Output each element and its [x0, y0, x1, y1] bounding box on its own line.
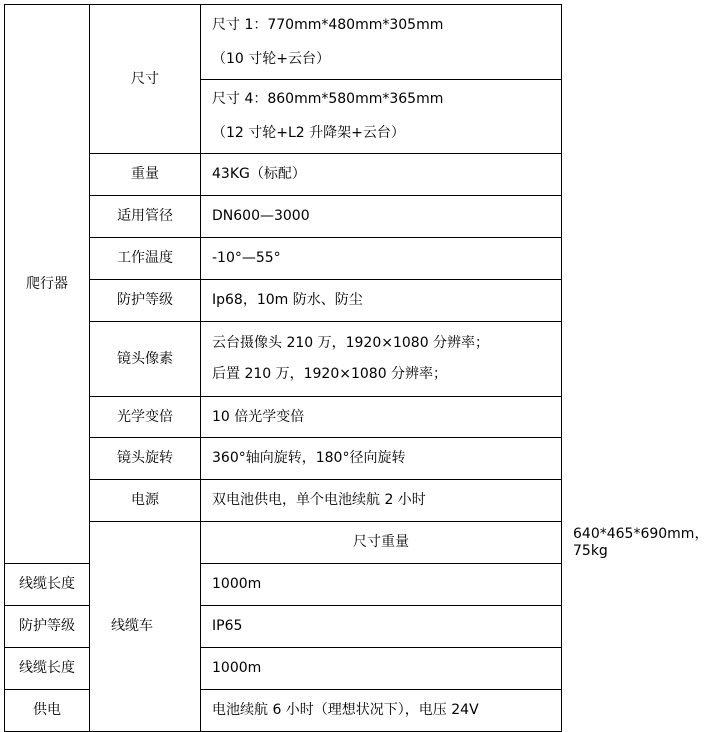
value-line: 尺寸 4：860mm*580mm*365mm [212, 91, 444, 108]
value-line: 云台摄像头 210 万，1920×1080 分辨率； [212, 335, 490, 352]
field-cell: 重量 [90, 154, 201, 196]
category-cell: 线缆车 [90, 522, 201, 732]
field-cell: 镜头像素 [90, 322, 201, 397]
value-cell: -10°—55° [201, 238, 562, 280]
table-row [5, 564, 562, 606]
table-row [5, 5, 562, 80]
value-cell: 双电池供电，单个电池续航 2 小时 [201, 480, 562, 522]
value-line: 尺寸 1：770mm*480mm*305mm [212, 16, 444, 33]
table-row [5, 648, 562, 690]
value-cell: Ip68，10m 防水、防尘 [201, 280, 562, 322]
value-line: （10 寸轮+云台） [212, 50, 330, 67]
field-cell: 尺寸重量 [201, 522, 562, 564]
value-cell: 360°轴向旋转，180°径向旋转 [201, 438, 562, 480]
field-cell: 光学变倍 [90, 397, 201, 438]
table-row [5, 606, 562, 648]
value-cell: 电池续航 6 小时（理想状况下），电压 24V [201, 690, 562, 732]
value-cell: IP65 [201, 606, 562, 648]
value-cell: 1000m [201, 564, 562, 606]
value-cell: 43KG（标配） [201, 154, 562, 196]
field-cell: 尺寸 [90, 5, 201, 154]
field-cell: 适用管径 [90, 196, 201, 238]
field-cell: 防护等级 [90, 280, 201, 322]
value-line: 后置 210 万，1920×1080 分辨率； [212, 366, 448, 382]
field-cell: 线缆长度 [5, 564, 90, 606]
field-cell: 防护等级 [5, 606, 90, 648]
spec-table [4, 4, 708, 732]
value-cell: DN600—3000 [201, 196, 562, 238]
field-cell: 镜头旋转 [90, 438, 201, 480]
value-cell [201, 80, 562, 154]
table-row: 线缆车 尺寸重量 640*465*690mm，75kg [5, 522, 562, 564]
value-cell [201, 5, 562, 80]
value-cell: 10 倍光学变倍 [201, 397, 562, 438]
value-cell: 1000m [201, 648, 562, 690]
field-cell: 电源 [90, 480, 201, 522]
field-cell: 线缆长度 [5, 648, 90, 690]
value-line: （12 寸轮+L2 升降架+云台） [212, 125, 405, 141]
field-cell: 工作温度 [90, 238, 201, 280]
value-cell [201, 322, 562, 397]
field-cell: 供电 [5, 690, 90, 732]
table-row [5, 690, 562, 732]
category-cell: 爬行器 [5, 5, 90, 564]
